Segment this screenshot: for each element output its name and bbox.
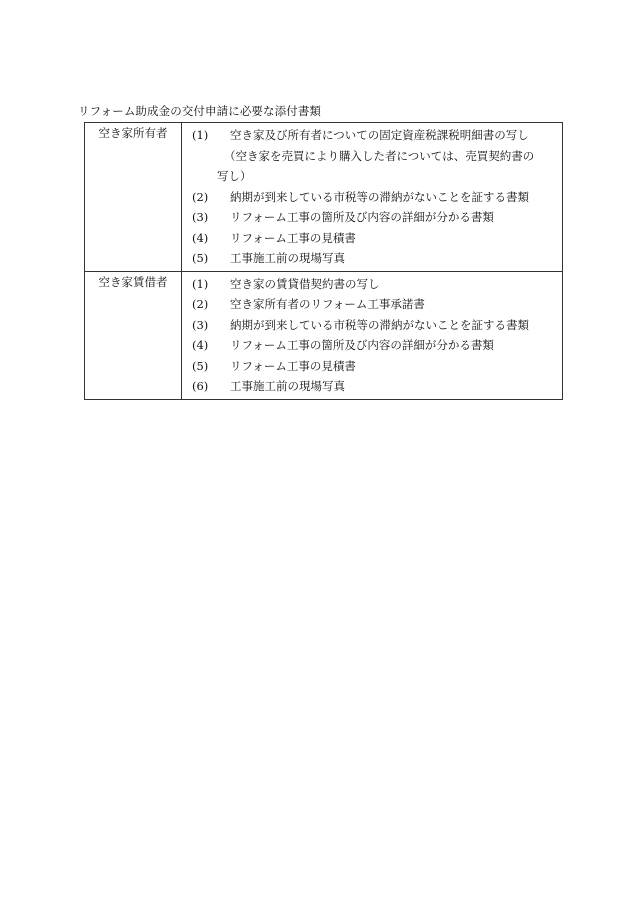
owner-document-list (182, 123, 563, 272)
item-number: (4) (192, 230, 209, 245)
list-item (192, 274, 558, 295)
item-text: 納期が到来している市税等の滞納がないことを証する書類 (230, 317, 529, 332)
table-row-owner (85, 123, 563, 272)
item-text: 工事施工前の現場写真 (230, 251, 345, 265)
tenant-document-list (182, 271, 563, 399)
item-text: 空き家所有者のリフォーム工事承諾書 (230, 297, 425, 311)
item-number: (5) (192, 251, 209, 265)
item-number: (3) (192, 317, 209, 332)
item-number: (1) (192, 276, 209, 291)
item-text: リフォーム工事の箇所及び内容の詳細が分かる書類 (230, 338, 494, 352)
attachment-table (84, 122, 563, 400)
table-row-tenant (85, 271, 563, 399)
item-note-continued: 写し） (217, 169, 252, 183)
item-number: (2) (192, 297, 209, 311)
item-text: 空き家及び所有者についての固定資産税課税明細書の写し (230, 128, 529, 142)
item-number: (5) (192, 358, 209, 373)
document-title: リフォーム助成金の交付申請に必要な添付書類 (78, 104, 322, 118)
item-number: (2) (192, 189, 209, 204)
list-item (192, 248, 558, 269)
applicant-tenant: 空き家賃借者 (85, 271, 182, 399)
item-text: 納期が到来している市税等の滞納がないことを証する書類 (230, 189, 529, 204)
list-item (192, 294, 558, 315)
list-item (192, 228, 558, 249)
item-text: リフォーム工事の見積書 (230, 358, 356, 373)
item-note: （空き家を売買により購入した者については、売買契約書の (224, 148, 535, 163)
item-number: (3) (192, 210, 209, 224)
list-item (192, 376, 558, 397)
list-item (192, 356, 558, 377)
list-item (192, 207, 558, 228)
list-item (192, 315, 558, 336)
item-number: (1) (192, 128, 209, 142)
list-item (192, 187, 558, 208)
item-text: リフォーム工事の箇所及び内容の詳細が分かる書類 (230, 210, 494, 224)
list-item (192, 125, 558, 146)
list-item (192, 335, 558, 356)
item-number: (6) (192, 379, 209, 393)
item-number: (4) (192, 338, 209, 352)
item-text: 空き家の賃貸借契約書の写し (230, 276, 380, 291)
applicant-owner: 空き家所有者 (85, 123, 182, 272)
item-text: 工事施工前の現場写真 (230, 379, 345, 393)
item-text: リフォーム工事の見積書 (230, 230, 356, 245)
